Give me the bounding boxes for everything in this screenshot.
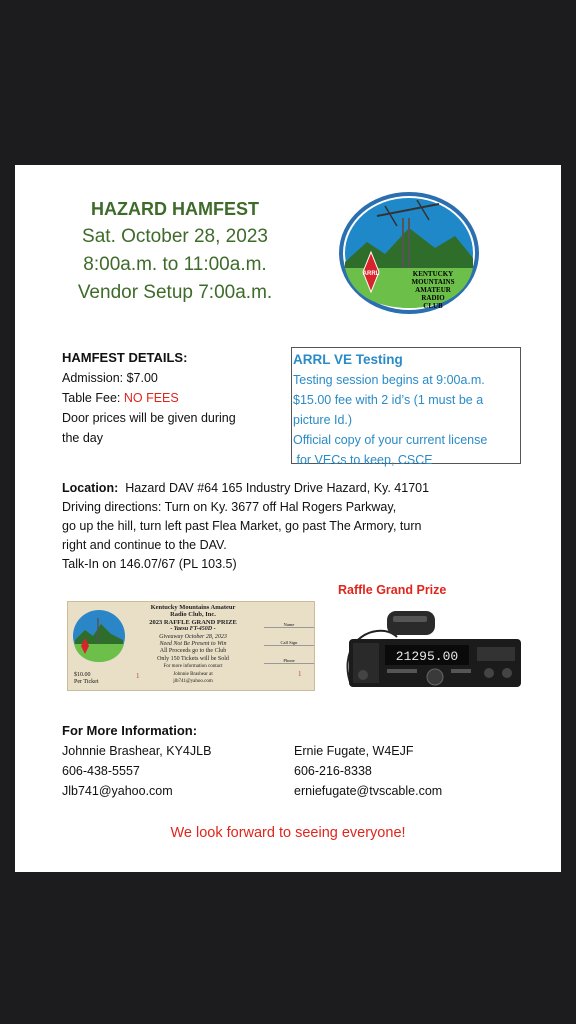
location-line — [62, 479, 532, 498]
ticket-name-field: Name — [264, 622, 314, 628]
ve-line-1: Testing session begins at 9:00a.m. — [293, 373, 485, 387]
ticket-line-4: - Yaesu FT-450D - — [170, 626, 216, 633]
ticket-line-7: All Proceeds go to the Club — [159, 648, 227, 655]
logo-badge-text: ARRL — [362, 271, 380, 277]
contact-info — [62, 721, 211, 801]
logo-text-3: AMATEUR — [415, 286, 451, 294]
ticket-price — [74, 672, 99, 686]
ticket-line-6: Need Not Be Present to Win — [159, 641, 227, 648]
ticket-phone-field: Phone — [264, 658, 314, 664]
talk-in: Talk-In on 146.07/67 (PL 103.5) — [62, 557, 237, 571]
vendor-setup: Vendor Setup 7:00a.m. — [77, 282, 273, 303]
ticket-logo — [71, 606, 127, 666]
hamfest-details — [62, 348, 236, 448]
radio-display: 21295.00 — [395, 649, 459, 664]
ticket-line-3: 2023 RAFFLE GRAND PRIZE — [149, 618, 237, 626]
table-fee-line — [62, 388, 236, 408]
ve-line-4: Official copy of your current license — [293, 433, 488, 447]
logo-text-4: RADIO — [421, 294, 445, 302]
raffle-label: Raffle Grand Prize — [338, 583, 447, 597]
microphone — [387, 611, 435, 635]
ticket-line-1: Kentucky Mountains Amateur — [150, 604, 236, 611]
contact-info-2 — [294, 741, 442, 801]
ticket-line-11: jlb741@yahoo.com — [173, 679, 213, 685]
raffle-ticket — [67, 601, 315, 691]
ticket-line-9: For more information contact — [163, 664, 223, 670]
directions-line-2: go up the hill, turn left past Flea Market, go past The Armory, turn — [62, 519, 422, 533]
logo-text-5: CLUB — [423, 302, 443, 310]
directions-line-3: right and continue to the DAV. — [62, 538, 227, 552]
contact-1-email: Jlb741@yahoo.com — [62, 784, 173, 798]
admission-text: Admission: $7.00 — [62, 371, 158, 385]
table-fee-label: Table Fee: — [62, 391, 121, 405]
ticket-line-5: Giveaway October 28, 2023 — [159, 633, 227, 640]
event-time: 8:00a.m. to 11:00a.m. — [83, 254, 267, 275]
door-prizes-line-2: the day — [62, 431, 104, 445]
contact-1-phone: 606-438-5557 — [62, 764, 140, 778]
ticket-price-value: $10.00 — [74, 672, 91, 678]
table-fee-value: NO FEES — [123, 391, 179, 405]
ve-line-2: $15.00 fee with 2 id’s (1 must be a — [293, 393, 484, 407]
contact-2-phone: 606-216-8338 — [294, 764, 372, 778]
radio-image — [327, 607, 525, 693]
flyer — [15, 165, 561, 872]
event-title: HAZARD HAMFEST — [91, 199, 259, 219]
ticket-stub-number: 1 — [298, 670, 302, 678]
event-header — [55, 195, 295, 307]
ve-line-5: for VECs to keep, CSCE — [293, 453, 433, 467]
event-date: Sat. October 28, 2023 — [82, 226, 268, 247]
ve-testing-box — [291, 347, 521, 467]
info-heading: For More Information: — [62, 723, 198, 738]
logo-text-2: MOUNTAINS — [411, 278, 455, 286]
club-logo — [337, 190, 481, 316]
door-prizes-line-1: Door prices will be given during — [62, 411, 236, 425]
ticket-number: 1 — [136, 672, 140, 680]
ve-line-3: picture Id.) — [293, 413, 353, 427]
ticket-text — [128, 604, 258, 685]
ve-heading: ARRL VE Testing — [293, 352, 403, 367]
contact-2-email: erniefugate@tvscable.com — [294, 784, 443, 798]
ticket-callsign-field: Call Sign — [264, 640, 314, 646]
contact-2-name: Ernie Fugate, W4EJF — [294, 744, 414, 758]
location-section — [62, 479, 532, 574]
closing-message: We look forward to seeing everyone! — [170, 825, 406, 841]
logo-text-1: KENTUCKY — [412, 270, 454, 278]
ticket-line-10: Johnnie Brashear at — [173, 671, 213, 677]
details-heading: HAMFEST DETAILS: — [62, 350, 188, 365]
contact-1-name: Johnnie Brashear, KY4JLB — [62, 744, 212, 758]
ticket-line-2: Radio Club, Inc. — [170, 611, 216, 619]
location-address: Hazard DAV #64 165 Industry Drive Hazard, Ky. 41701 — [125, 481, 430, 495]
ticket-price-unit: Per Ticket — [74, 679, 99, 685]
ticket-line-8: Only 150 Tickets will be Sold — [157, 655, 229, 662]
location-label: Location: — [62, 481, 119, 495]
directions-line-1: Driving directions: Turn on Ky. 3677 off Hal Rogers Parkway, — [62, 500, 397, 514]
